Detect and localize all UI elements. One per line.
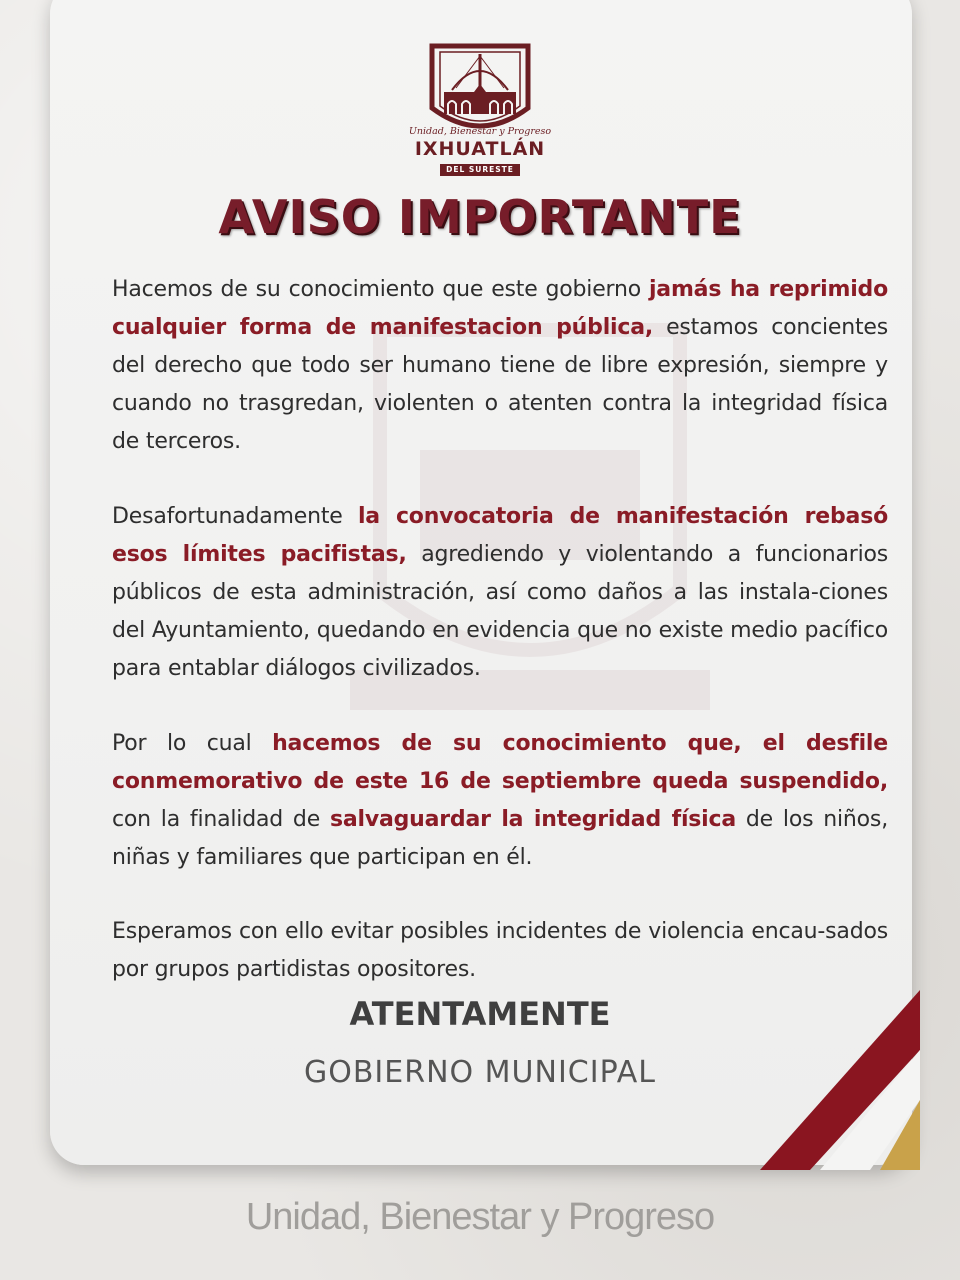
paragraph-1 [112,271,888,461]
paragraph-text: Hacemos de su conocimiento que este gobierno [112,277,649,302]
logo-name: IXHUATLÁN [414,138,546,160]
paragraph-text: estamos concientes del derecho que todo ser humano tiene de libre expresión, siempre y cuando no trasgredan, violenten o atenten contra la integridad física de terceros. [112,315,888,454]
footer-slogan: Unidad, Bienestar y Progreso [245,1196,715,1238]
corner-ribbon-decoration [760,990,920,1170]
highlighted-text: salvaguardar la integridad física [329,807,737,832]
highlighted-text: la convocatoria de manifestación rebasó esos límites pacifistas, [112,504,889,567]
paragraph-4 [112,913,888,989]
paragraph-2 [112,498,888,688]
paragraph-text: Por lo cual [112,731,273,756]
highlighted-text: hacemos de su conocimiento que, el desfile conmemorativo de este 16 de septiembre queda suspendido, [112,731,888,794]
logo-motto: Unidad, Bienestar y Progreso [408,126,552,137]
page-title: AVISO IMPORTANTE [218,190,742,244]
closing-signature: ATENTAMENTE [349,995,611,1033]
paragraph-text: agrediendo y violentando a funcionarios públicos de esta administración, así como daños a las instala-ciones del Ayuntamiento, quedando en evidencia que no existe medio pacífico para entablar diálogos civilizados. [112,542,889,681]
paragraph-text: Desafortunadamente [112,504,358,529]
highlighted-text: jamás ha reprimido cualquier forma de manifestacion pública, [112,277,889,340]
paragraph-text: Esperamos con ello evitar posibles incidentes de violencia encau-sados por grupos partidistas opositores. [112,919,888,982]
paragraph-text: con la finalidad de [112,807,330,832]
signer-name: GOBIERNO MUNICIPAL [303,1055,656,1090]
paragraph-text: de los niños, niñas y familiares que participan en él. [112,807,888,870]
paragraph-3 [112,725,888,877]
logo-subtitle: DEL SURESTE [440,164,520,176]
